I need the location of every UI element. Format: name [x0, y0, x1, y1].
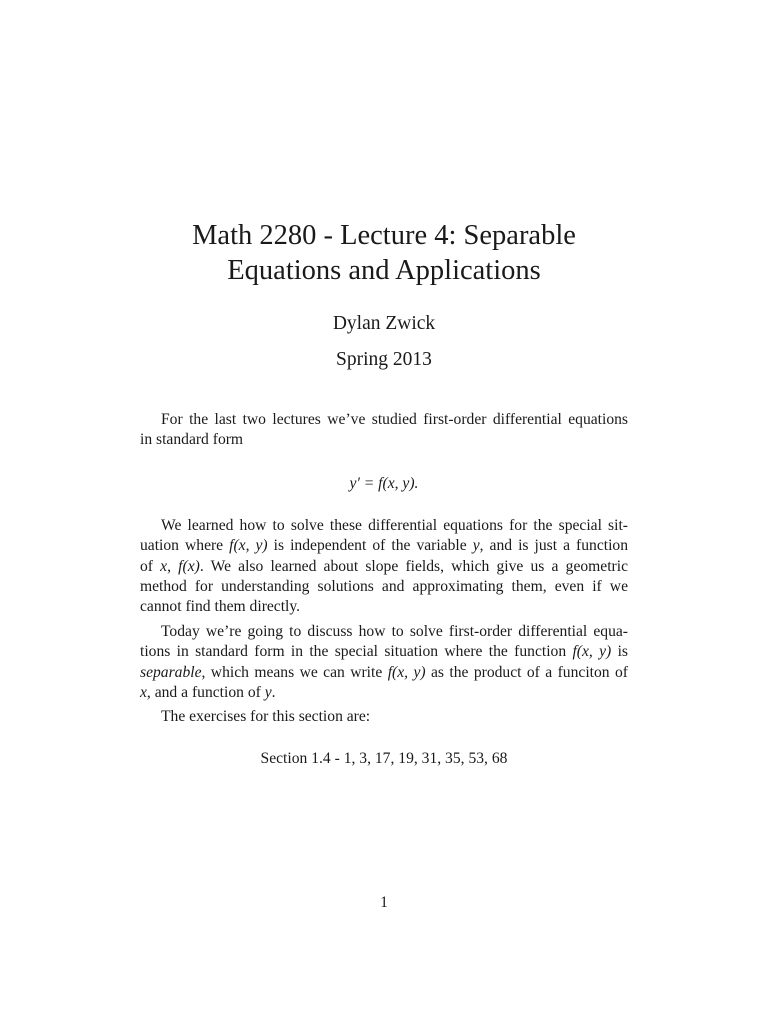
- text-run: of: [140, 557, 161, 575]
- math-inline: x: [140, 683, 147, 701]
- document-date: Spring 2013: [336, 349, 432, 370]
- title-line-1: Math 2280 - Lecture 4: Separable: [192, 220, 576, 251]
- math-inline: f(x, y): [572, 643, 612, 661]
- author-name: Dylan Zwick: [332, 313, 436, 334]
- text-run: tions in standard form in the special situation where the function: [140, 643, 573, 661]
- paragraph-line: cannot find them directly.: [140, 598, 301, 616]
- text-run: uation where: [140, 537, 230, 555]
- paragraph-line: in standard form: [140, 431, 244, 449]
- equation-text: y′ = f(x, y).: [349, 475, 419, 492]
- math-inline: f(x, y): [387, 663, 426, 681]
- text-run: is independent of the variable: [267, 537, 473, 555]
- exercise-list: Section 1.4 - 1, 3, 17, 19, 31, 35, 53, 68: [260, 750, 508, 767]
- paragraph-line: [140, 536, 628, 556]
- text-run: .: [271, 683, 276, 701]
- paragraph-line: [140, 663, 628, 683]
- paragraph-line: [140, 557, 628, 577]
- math-inline: f(x, y): [229, 537, 268, 555]
- text-run: ,: [167, 557, 179, 575]
- paragraph-line: Today we’re going to discuss how to solve first-order differential equa-: [161, 623, 628, 640]
- text-run: . We also learned about slope fields, which give us a geometric: [199, 557, 628, 575]
- paragraph-exercises-intro: [140, 707, 628, 727]
- math-inline: y: [264, 683, 272, 701]
- title-line-2: Equations and Applications: [227, 255, 541, 286]
- text-run: , and is just a function: [479, 537, 629, 555]
- paragraph-line: We learned how to solve these differential equations for the special sit-: [161, 517, 628, 534]
- paragraph-line: [140, 642, 628, 662]
- paragraph-line: For the last two lectures we’ve studied first-order differential equations: [161, 411, 628, 428]
- text-run: , which means we can write: [201, 663, 388, 681]
- math-inline: x: [160, 557, 168, 575]
- paragraph-line: The exercises for this section are:: [161, 708, 371, 725]
- display-equation: [0, 474, 768, 494]
- page-number: 1: [380, 894, 388, 911]
- paragraph-previous-work: [140, 516, 628, 617]
- paragraph-line: [140, 683, 628, 703]
- text-run: as the product of a funciton of: [425, 663, 628, 681]
- math-inline: f(x): [178, 557, 200, 575]
- emphasis-text: separable: [140, 663, 202, 681]
- math-inline: y: [472, 537, 480, 555]
- paragraph-today: [140, 622, 628, 703]
- text-run: , and a function of: [146, 683, 265, 701]
- paragraph-intro: [140, 410, 628, 451]
- document-title: [0, 218, 768, 288]
- paragraph-line: method for understanding solutions and approximating them, even if we: [140, 577, 628, 595]
- text-run: is: [611, 643, 628, 661]
